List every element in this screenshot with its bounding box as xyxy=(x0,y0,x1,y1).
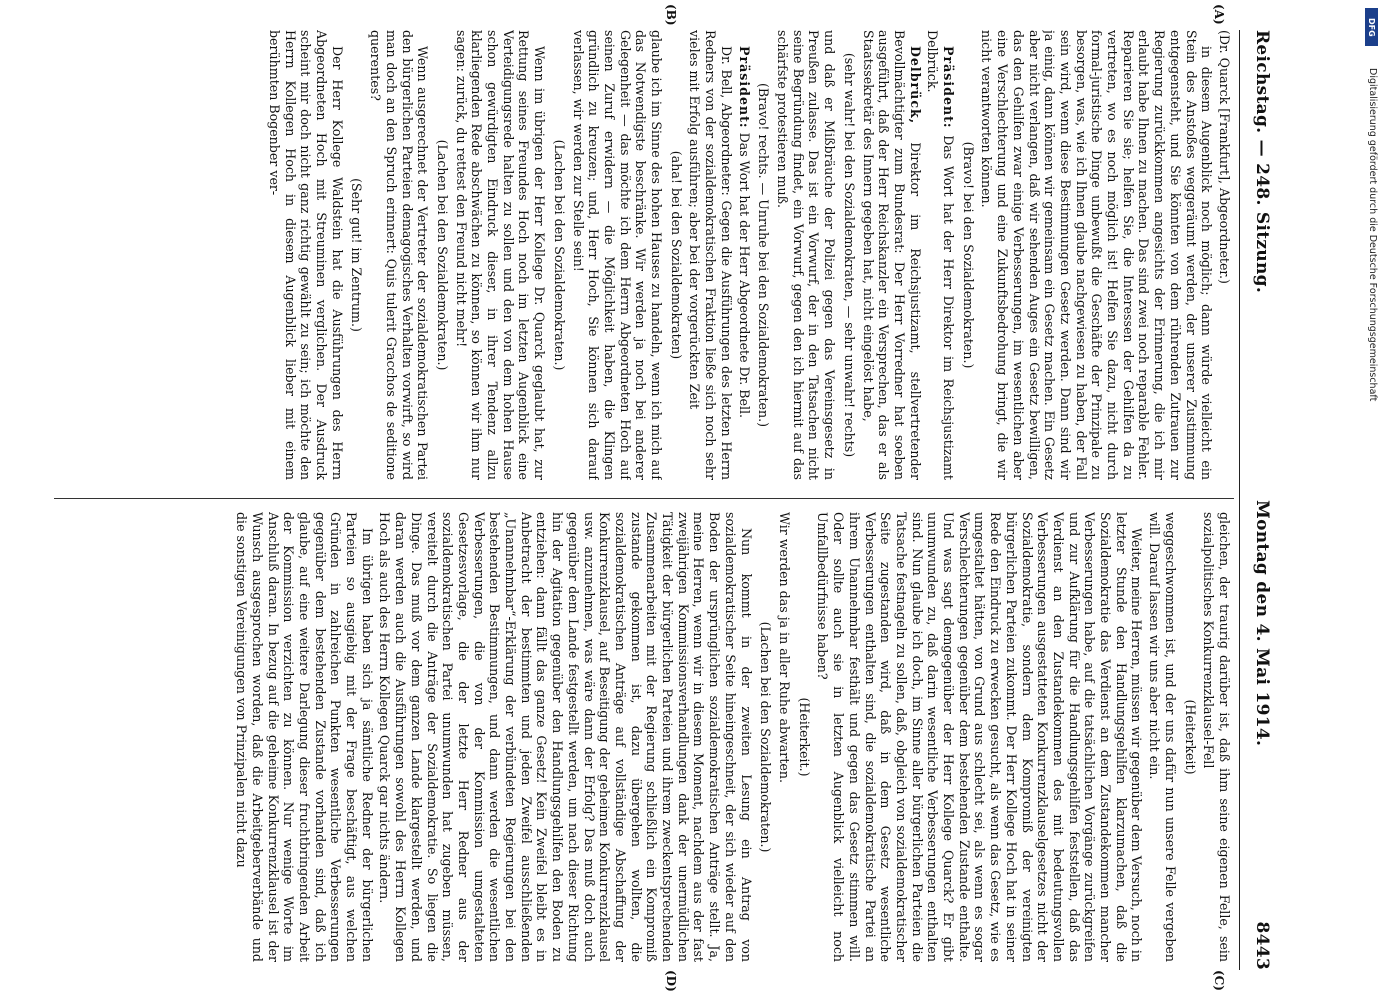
text-paragraph: Weiter, meine Herren, müssen wir gegenüber dem Versuch, noch in letzter Stunde den Handlungsgehilfen klarzumachen, daß die Sozialdemokratie das Verdienst an dem Zustandekommen mancher Verbesserungen habe, auf die tatsächlichen Vorgänge zurückgreifen und zur Aufklärung für die Handlungsgehilfen feststellen, daß das Verdienst an den Zustandekommen des mit bedeutungsvollen Verbesserungen ausgestatteten Konkurrenzklauselgesetzes nicht der Sozialdemokratie, sondern dem Kompromiß der vereinigten bürgerlichen Parteien zukommt. Der Herr Kollege Hoch hat in seiner Rede den Eindruck zu erwecken gesucht, als wenn das Gesetz, wie es umgestaltet hätten, von Grund aus schlecht sei, als wenn es sogar Verschlechterungen gegenüber dem bestehenden Zustande enthalte. Und was sagt demgegenüber der Herr Kollege Quarck? Er gibt unumwunden zu, daß darin wesentliche Verbesserungen enthalten sind. Nun glaube ich doch, im Sinne aller bürgerlichen Parteien die Tatsache festnageln zu sollen, daß, obgleich von sozialdemokratischer Seite zugestanden wird, daß in dem Gesetz wesentliche Verbesserungen enthalten sind, die sozialdemokratische Partei an ihrem Unannehmbar festhält und gegen das Gesetz stimmen will. Oder sollte auch sie in letzten Augenblick vielleicht noch Umfallbedürfnisse haben? xyxy=(815,512,1145,962)
speech-text: Direktor im Reichsjustizamt, stellvertretender Bevollmächtigter zum Bundesrat: Der Herr Vorredner hat soeben ausgeführt, daß der Herr Reichskanzler ein Versprechen, das er als Staatssekretär des Innern gegeben hat, nicht eingelöst habe, xyxy=(860,30,923,480)
margin-marker-c: (C) xyxy=(1212,970,1226,991)
text-paragraph: Wenn im übrigen der Herr Kollege Dr. Quarck geglaubt hat, zur Rettung seines Freundes Hoch noch im letzten Augenblick eine Verteidigungsrede halten zu sollen und den von dem hohen Hause schon gewürdigten Eindruck dieser, in ihrer Tendenz allzu klarliegenden Rede abschwächen zu können, so können wir ihm nur sagen: zurück, du rettest den Freund nicht mehr! xyxy=(453,30,548,480)
margin-marker-a: (A) xyxy=(1212,4,1226,25)
text-paragraph: Der Herr Kollege Waldstein hat die Ausführungen des Herrn Abgeordneten Hoch mit Streuminen verglichen. Der Ausdruck scheint mir doch nicht ganz richtig gewählt zu sein; ich möchte den Herrn Kollegen Hoch in diesem Augenblick lieber mit einem berühmten Bogenber ver- xyxy=(266,30,345,480)
page-header xyxy=(1244,30,1276,970)
margin-marker-d: (D) xyxy=(664,970,678,992)
dfg-logo: DFG xyxy=(1365,8,1378,46)
interjection: (aha! bei den Sozialdemokraten) xyxy=(668,150,684,360)
header-rule xyxy=(1239,30,1240,970)
newspaper-page xyxy=(28,0,1318,1000)
text-paragraph: (Dr. Quarck [Frankfurt], Abgeordneter.) xyxy=(1217,30,1232,284)
text-paragraph: und daß er Mißbräuche der Polizei gegen das Vereinsgesetz in Preußen zulasse. Das ist ein Vorwurf, der in den Tatsachen nicht seine Begründung findet, ein Vorwurf, gegen den ich hiermit auf das schärfste protestieren muß. xyxy=(775,30,838,480)
interjection: (Sehr gut! im Zentrum.) xyxy=(349,178,365,332)
speaker-name: Delbrück, xyxy=(907,46,923,125)
interjection: (Bravo! rechts. — Unruhe bei den Sozialdemokraten.) xyxy=(756,83,772,427)
speaker-name: Präsident: xyxy=(736,46,752,129)
interjection: (Bravo! bei den Sozialdemokraten.) xyxy=(960,141,976,369)
interjection: (Heiterkeit) xyxy=(1182,699,1198,775)
margin-marker-b: (B) xyxy=(664,4,678,26)
text-paragraph: Wenn ausgerechnet der Vertreter der sozialdemokratischen Partei den bürgerlichen Parteien demagogisches Verhalten vorwirft, so wird man doch an den Spruch erinnert: Quis tulerit Gracchos de seditione querentes? xyxy=(368,30,431,480)
interjection: (Lachen bei den Sozialdemokraten.) xyxy=(551,139,567,371)
interjection: (Lachen bei den Sozialdemokraten.) xyxy=(758,621,774,853)
interjection: (Heiterkeit.) xyxy=(796,697,812,777)
text-paragraph: Im übrigen haben sich ja sämtliche Redner der bürgerlichen Parteien so ausgiebig mit der Frage beschäftigt, aus welchen Gründen in zahlreichen Punkten wesentliche Verbesserungen gegenüber dem bestehenden Zustande vorhanden sind, daß ich glaube, auf eine weitere Darlegung dieser fruchtbringenden Arbeit der Kommission verzichten zu können. Nur wenige Worte im Anschluß daran. In bezug auf die geheime Konkurrenzklausel ist der Wunsch ausgesprochen worden, daß die Arbeitgeberverbände und die sonstigen Vereinigungen von Prinzipalen nicht dazu xyxy=(234,512,375,962)
speaker-paragraph xyxy=(925,30,956,480)
left-text-column xyxy=(52,30,1232,480)
column-divider xyxy=(54,498,1234,499)
text-paragraph: glaube ich im Sinne des hohen Hauses zu handeln, wenn ich mich auf das Notwendigste beschränke. Wir werden ja noch bei anderer Gelegenheit — das möchte ich dem Herrn Abgeordneten Hoch auf seinen Zuruf erwidern — die Möglichkeit haben, die Klingen gründlich zu kreuzen; und, Herr Hoch, Sie können sich darauf verlassen, wir werden zur Stelle sein! xyxy=(570,30,665,480)
speech-text: Das Wort hat der Herr Abgeordnete Dr. Bell. xyxy=(736,132,752,419)
text-paragraph: Nun kommt in der zweiten Lesung ein Antrag von sozialdemokratischer Seite hineingeschneit, der sich wieder auf den Boden der ursprünglichen sozialdemokratischen Anträge stellt. Ja, meine Herren, wenn wir in diesem Moment, nachdem aus der fast zweijährigen Kommissionsverhandlungen dank der unermüdlichen Tätigkeit der bürgerlichen Parteien und ihrem zweckentsprechenden Zusammenarbeiten mit der Regierung schließlich ein Kompromiß zustande gekommen ist, dazu übergehen wollten, die sozialdemokratischen Anträge auf vollständige Abschaffung der Konkurrenzklausel, auf Beseitigung der geheimen Konkurrenzklausel usw. anzunehmen, was wäre dann der Erfolg? Das muß doch auch gegenüber dem Lande festgestellt werden, um nach dieser Richtung hin der Agitation gegenüber den Handlungsgehilfen den Boden zu entziehen: dann fällt das ganze Gesetz! Kein Zweifel bleibt es in Anbetracht der bestimmten und jeden Zweifel ausschließenden „Unannehmbar“-Erklärung der verbündeten Regierungen bei den bestehenden Bestimmungen, und dann werden die wesentlichen Verbesserungen, die von der Kommission umgestalteten Gesetzesvorlage, die der letzte Herr Redner aus der sozialdemokratischen Partei unumwunden hat zugeben müssen, vereitelt durch die Anträge der Sozialdemokratie. So liegen die Dinge. Das muß vor dem ganzen Lande klargestellt werden, und daran werden auch die Ausführungen sowohl des Herrn Kollegen Hoch als auch des Herrn Kollegen Quarck gar nichts ändern. xyxy=(377,512,754,962)
digitization-note xyxy=(1365,8,1379,988)
text-paragraph: in diesem Augenblick noch möglich; dann würde vielleicht ein Stein des Anstoßes weggeräumt werden, der unserer Zustimmung entgegensteht, und Sie könnten von dem rührenden Zutrauen zur Regierung zurückkommen angesichts der Erinnerung, die ich mir erlaubt habe Ihnen zu machen. Das sind zwei noch reparable Fehler. Reparieren Sie sie; helfen Sie, die Interessen der Gehilfen da zu vertreten, wo es noch möglich ist! Helfen Sie dazu, nicht durch formal-juristische Dinge unbewußt die Geschäfte der Prinzipale zu besorgen, was, wie ich Ihnen glaube nachgewiesen zu haben, der Fall sein wird, wenn diese Bestimmungen Gesetz werden. Dann sind wir ja einig, dann können wir gemeinsam ein Gesetz machen. Ein Gesetz aber nicht verlangen, daß wir sehenden Auges ein Gesetz bewilligen, das den Gehilfen zwar einige Verbesserungen, im wesentlichen aber eine Verschlechterung und eine Zukunftsbedrohung bringt, die wir nicht verantworten können. xyxy=(979,30,1215,480)
text-paragraph: Dr. Bell, Abgeordneter: Gegen die Ausführungen des letzten Herrn Redners von der sozialdemokratischen Fraktion ließe sich noch sehr vieles mit Erfolg ausführen; aber bei der vorgerückten Zeit xyxy=(687,30,734,480)
speaker-name: Präsident: xyxy=(941,46,957,129)
text-paragraph: weggeschwommen ist, und der uns dafür nun unsere Felle vergeben will. Darauf lassen wir uns aber nicht ein. xyxy=(1147,512,1178,962)
speaker-paragraph xyxy=(860,30,923,480)
header-date: Montag den 4. Mai 1914. xyxy=(1252,500,1272,747)
header-session: Reichstag. — 248. Sitzung. xyxy=(1252,30,1272,294)
interjection: (sehr wahr! bei den Sozialdemokraten, — sehr unwahr! rechts) xyxy=(841,52,857,458)
header-page-number: 8443 xyxy=(1252,921,1272,970)
interjection: (Lachen bei den Sozialdemokraten.) xyxy=(434,139,450,371)
speech-text: Das Wort hat der Herr Direktor im Reichsjustizamt Delbrück. xyxy=(925,30,957,480)
right-text-column xyxy=(52,512,1232,962)
speaker-paragraph xyxy=(736,30,752,480)
digitization-sidebar xyxy=(1365,8,1379,988)
text-paragraph: gleichen, der traurig darüber ist, daß ihm seine eigenen Felle, sein sozialpolitisches Konkurrenzklausel-Fell xyxy=(1201,512,1232,962)
digitization-note-text: Digitalisierung gefördert durch die Deutsche Forschungsgemeinschaft xyxy=(1367,68,1378,402)
text-paragraph: Wir werden das ja in aller Ruhe abwarten. xyxy=(777,512,793,783)
